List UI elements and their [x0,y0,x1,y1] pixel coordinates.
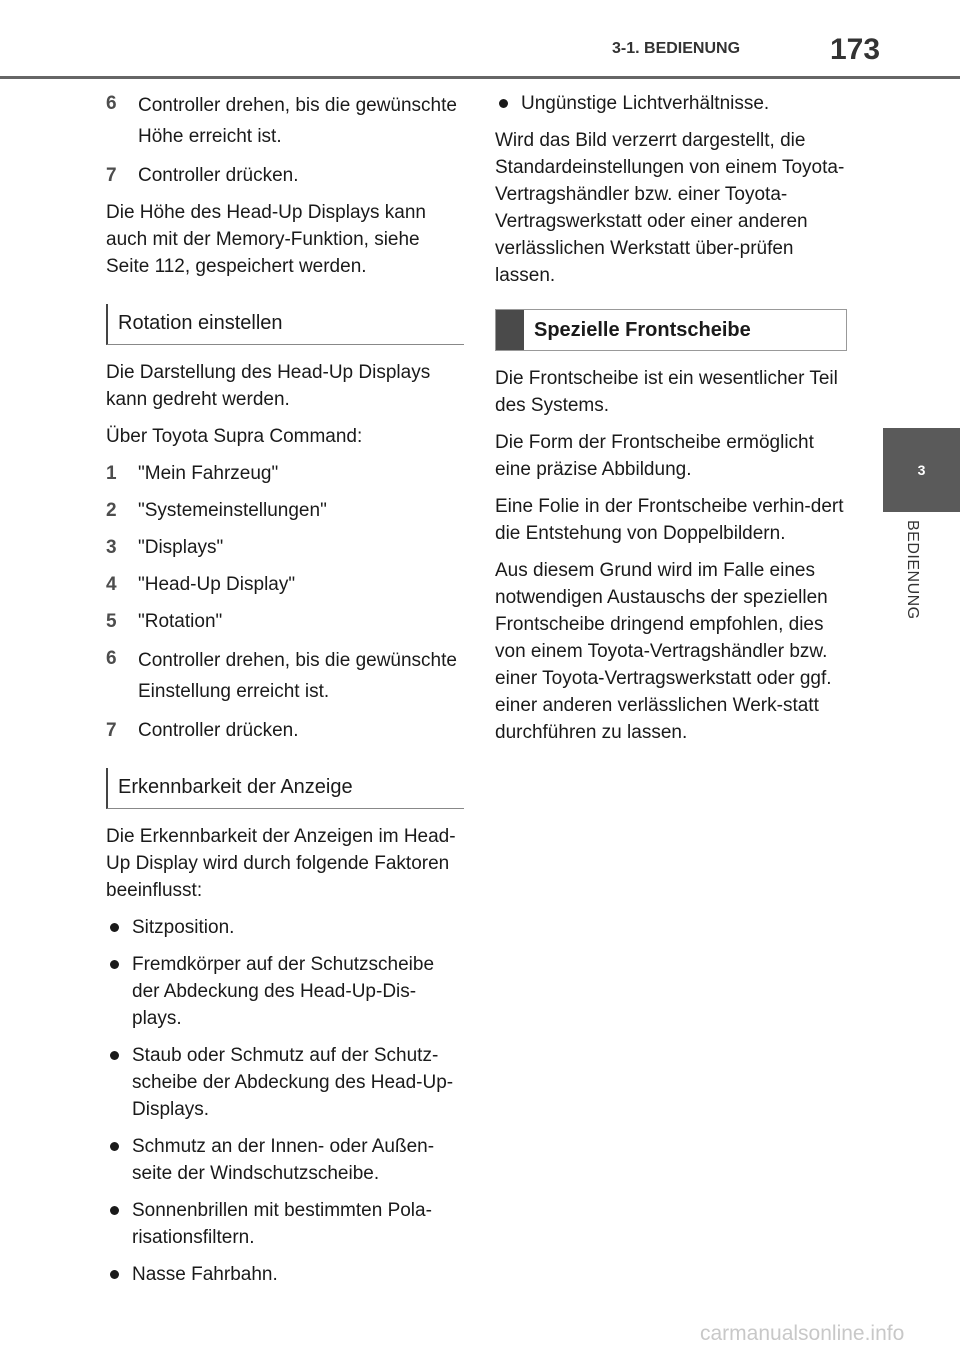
bullet-text: Sitzposition. [132,917,235,938]
step-text: "Head-Up Display" [138,574,296,595]
step-number: 1 [106,463,117,484]
right-column [495,90,847,756]
step-number: 6 [106,93,117,114]
step-item [106,645,464,707]
step-item [106,497,464,524]
paragraph: Über Toyota Supra Command: [106,426,363,447]
bullet-icon [106,1261,132,1288]
paragraph: Die Form der Frontscheibe ermöglicht eine präzise Abbildung. [495,432,814,480]
bullet-icon [106,914,132,941]
paragraph: Wird das Bild verzerrt dargestellt, die Standardeinstellungen von einem Toyota-Vertragshändler bzw. einer Toyota-Vertragswerkstatt oder einer anderen verlässlichen Werkstatt über-prüfen lassen. [495,130,845,286]
step-item [106,534,464,561]
bullet-item [106,1042,464,1123]
step-item [106,717,464,744]
step-number: 5 [106,611,117,632]
step-text: "Mein Fahrzeug" [138,463,279,484]
step-number: 4 [106,574,117,595]
chapter-side-label-text: BEDIENUNG [904,520,921,620]
paragraph: Eine Folie in der Frontscheibe verhin-dert die Entstehung von Doppelbildern. [495,496,844,544]
step-text: "Displays" [138,537,224,558]
step-number: 2 [106,500,117,521]
bullet-item [106,1197,464,1251]
step-number: 7 [106,165,117,186]
step-item [106,571,464,598]
bullet-item [106,914,464,941]
step-text: Controller drücken. [138,720,299,741]
step-text: Controller drehen, bis die gewünschte Höhe erreicht ist. [138,95,457,147]
step-item [106,460,464,487]
bullet-text: Staub oder Schmutz auf der Schutz-scheibe der Abdeckung des Head-Up-Displays. [132,1045,454,1120]
bullet-text: Sonnenbrillen mit bestimmten Pola-risationsfiltern. [132,1200,432,1248]
bullet-icon [106,1133,132,1187]
bullet-icon [106,1197,132,1251]
header-rule [0,76,960,79]
bullet-item [106,951,464,1032]
bullet-text: Ungünstige Lichtverhältnisse. [521,93,770,114]
step-number: 3 [106,537,117,558]
step-text: "Systemeinstellungen" [138,500,327,521]
page-number: 173 [830,33,881,66]
heading-marker [496,310,524,350]
step-item [106,608,464,635]
paragraph: Die Höhe des Head-Up Displays kann auch mit der Memory-Funktion, siehe Seite 112, gespeichert werden. [106,202,426,277]
step-text: Controller drücken. [138,165,299,186]
bullet-text: Schmutz an der Innen- oder Außen-seite der Windschutzscheibe. [132,1136,435,1184]
paragraph: Aus diesem Grund wird im Falle eines notwendigen Austauschs der speziellen Frontscheibe dringend empfohlen, dies von einem Toyota-Vertragshändler bzw. einer Toyota-Vertragswerkstatt oder ggf. einer anderen verlässlichen Werk-statt durchführen zu lassen. [495,560,832,743]
left-column [106,90,464,1298]
watermark: carmanualsonline.info [700,1322,905,1345]
section-heading-rotation: Rotation einstellen [106,304,464,345]
heading-text: Spezielle Frontscheibe [534,319,751,341]
step-item [106,90,464,152]
section-heading-visibility: Erkennbarkeit der Anzeige [106,768,464,809]
section-heading-windshield [495,309,847,351]
bullet-item [106,1261,464,1288]
header-section-title: 3-1. BEDIENUNG [612,40,741,57]
paragraph: Die Erkennbarkeit der Anzeigen im Head-Up Display wird durch folgende Faktoren beeinflusst: [106,826,456,901]
step-number: 6 [106,648,117,669]
bullet-item [106,1133,464,1187]
chapter-side-label [903,520,929,640]
bullet-item [495,90,847,117]
bullet-text: Nasse Fahrbahn. [132,1264,278,1285]
bullet-icon [495,90,521,117]
paragraph: Die Darstellung des Head-Up Displays kann gedreht werden. [106,362,431,410]
paragraph: Die Frontscheibe ist ein wesentlicher Teil des Systems. [495,368,838,416]
step-text: Controller drehen, bis die gewünschte Einstellung erreicht ist. [138,650,457,702]
step-number: 7 [106,720,117,741]
bullet-icon [106,951,132,1032]
bullet-icon [106,1042,132,1123]
step-item [106,162,464,189]
step-text: "Rotation" [138,611,223,632]
chapter-tab: 3 [883,428,960,512]
bullet-text: Fremdkörper auf der Schutzscheibe der Abdeckung des Head-Up-Dis-plays. [132,954,435,1029]
